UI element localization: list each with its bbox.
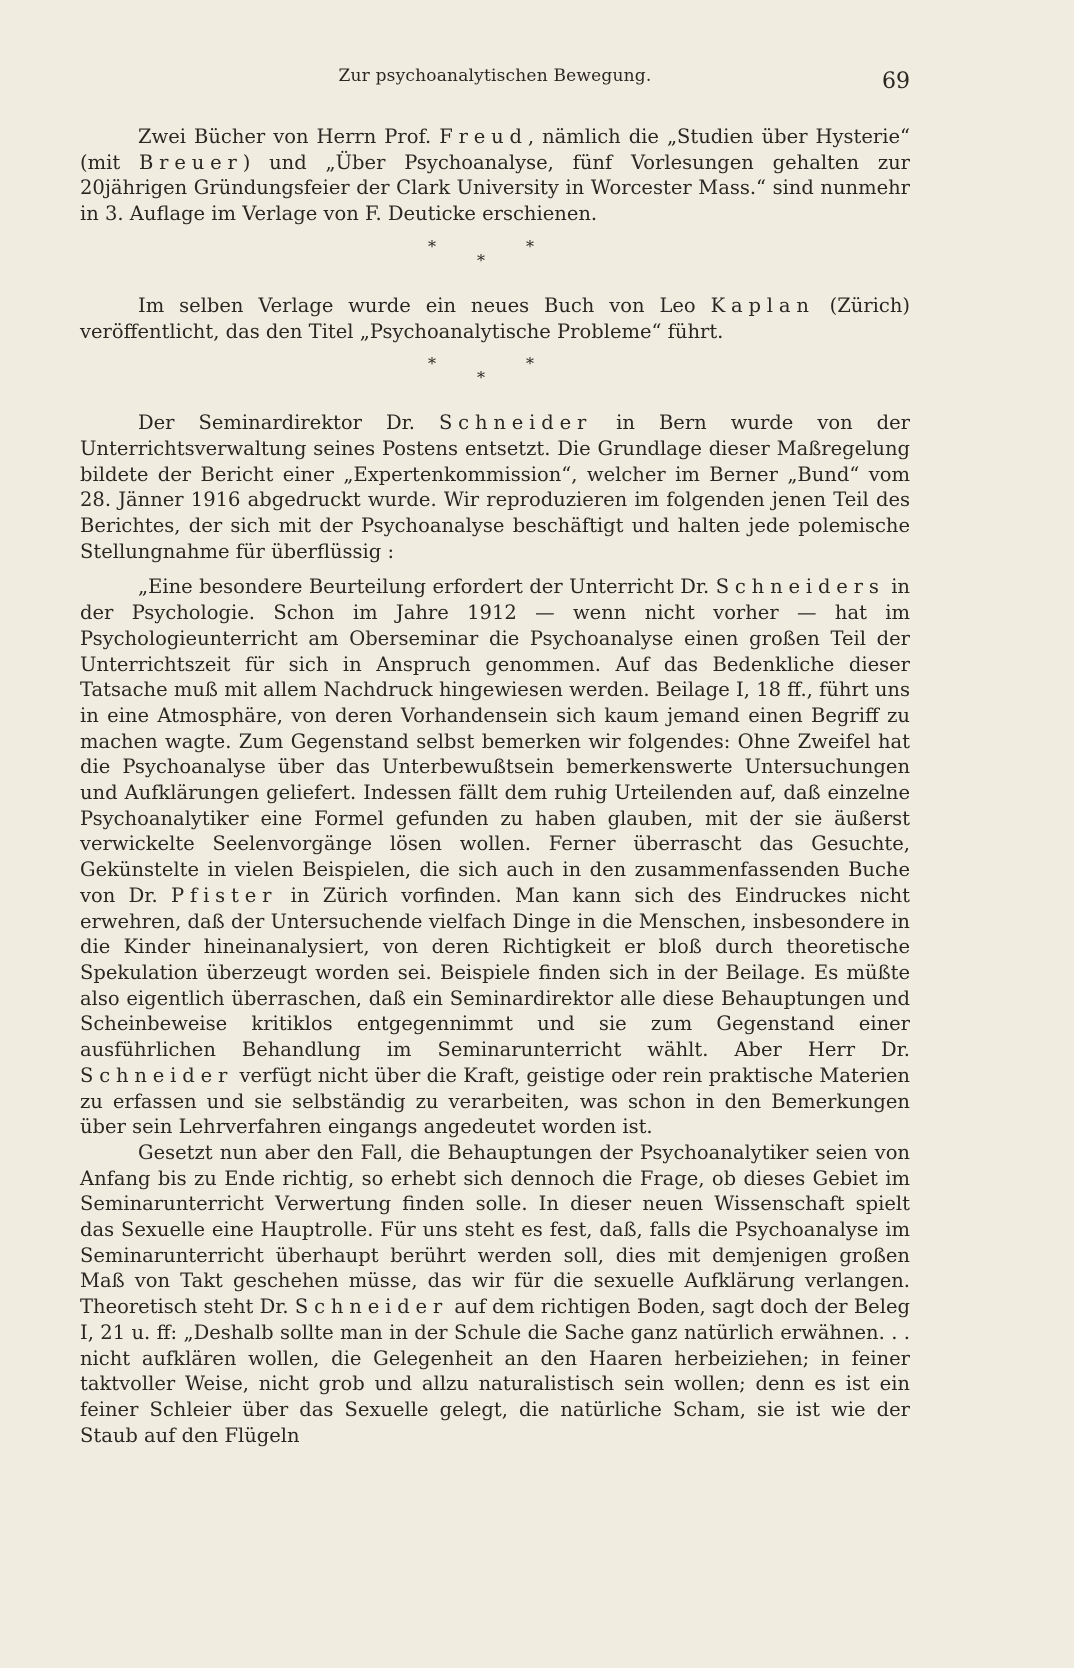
report-quote-paragraph-1: „Eine besondere Beurteilung erfordert der Unterricht Dr. Schneiders in der Psychologie. Schon im Jahre 1912 — wenn nicht vorher — hat im Psychologieunterricht am Oberseminar die Psychoanalyse einen großen Teil der Unterrichtszeit für sich in Anspruch genommen. Auf das Bedenkliche dieser Tatsache muß mit allem Nachdruck hingewiesen werden. Beilage I, 18 ff., führt uns in eine Atmosphäre, von deren Vorhandensein sich kaum jemand einen Begriff zu machen wagte. Zum Gegenstand selbst bemerken wir folgendes: Ohne Zweifel hat die Psychoanalyse über das Unterbewußtsein bemerkenswerte Untersuchungen und Aufklärungen geliefert. Indessen fällt dem ruhig Urteilenden auf, daß einzelne Psychoanalytiker eine Formel gefunden zu haben glauben, mit der sie äußerst verwickelte Seelenvorgänge lösen wollen. Ferner überrascht das Gesuchte, Gekünstelte in vielen Beispielen, die sich auch in den zusammenfassenden Buche von Dr. Pfister in Zürich vorfinden. Man kann sich des Eindruckes nicht erwehren, daß der Untersuchende vielfach Dinge in die Menschen, insbesondere in die Kinder hineinanalysiert, von deren Richtigkeit er bloß durch theoretische Spekulation überzeugt worden sei. Beispiele finden sich in der Beilage. Es müßte also eigentlich überraschen, daß ein Seminardirektor alle diese Behauptungen und Scheinbeweise kritiklos entgegennimmt und sie zum Gegenstand einer ausführlichen Behandlung im Seminarunterricht wählt. Aber Herr Dr. Schneider verfügt nicht über die Kraft, geistige oder rein praktische Materien zu erfassen und sie selbständig zu verarbeiten, was schon in den Bemerkungen über sein Lehrverfahren eingangs angedeutet worden ist. [80,575,910,1139]
author-name: Breuer [138,150,243,174]
person-name: Schneider [80,1063,234,1087]
notice-schneider-dismissal: Der Seminardirektor Dr. Schneider in Bern wurde von der Unterrichtsverwaltung seines Postens entsetzt. Die Grundlage dieser Maßregelung bildete der Bericht einer „Expertenkommission“, welcher im Berner „Bund“ vom 28. Jänner 1916 abgedruckt wurde. Wir reproduzieren im folgenden jenen Teil des Berichtes, der sich mit der Psychoanalyse beschäftigt und halten jede polemische Stellungnahme für überflüssig : [80,411,910,563]
asterisk: * [477,368,485,388]
asterisk: * [428,236,436,256]
asterisk: * [526,236,534,256]
notice-kaplan-book: Im selben Verlage wurde ein neues Buch von Leo Kaplan (Zürich) veröffentlicht, das den Titel „Psychoanalytische Probleme“ führt. [80,293,911,343]
person-name: Pfister [171,883,278,907]
page-body [80,124,910,1448]
person-name: Schneiders [715,575,885,599]
author-name: Kaplan [710,293,815,317]
section-separator [80,236,910,270]
section-separator [80,354,910,388]
notice-freud-books: Zwei Bücher von Herrn Prof. Freud, nämlich die „Studien über Hysterie“ (mit Breuer) und „Über Psychoanalyse, fünf Vorlesungen gehalten zur 20jährigen Gründungsfeier der Clark University in Worcester Mass.“ sind nunmehr in 3. Auflage im Verlage von F. Deuticke erschienen. [80,125,910,226]
person-name: Schneider [294,1295,449,1319]
asterisk: * [526,354,534,374]
person-name: Schneider [438,411,593,435]
asterisk: * [428,354,436,374]
author-name: Freud [439,125,528,148]
report-quote-paragraph-2: Gesetzt nun aber den Fall, die Behauptungen der Psychoanalytiker seien von Anfang bis zu Ende richtig, so erhebt sich dennoch die Frage, ob dieses Gebiet im Seminarunterricht Verwertung finden solle. In dieser neuen Wissenschaft spielt das Sexuelle eine Hauptrolle. Für uns steht es fest, daß, falls die Psychoanalyse im Seminarunterricht überhaupt berührt werden soll, dies mit demjenigen großen Maß von Takt geschehen müsse, das wir für die sexuelle Aufklärung verlangen. Theoretisch steht Dr. Schneider auf dem richtigen Boden, sagt doch der Beleg I, 21 u. ff: „Deshalb sollte man in der Schule die Sache ganz natürlich erwähnen. . . nicht aufklären wollen, die Gelegenheit an den Haaren herbeiziehen; in feiner taktvoller Weise, nicht grob und allzu naturalistisch sein wollen; denn es ist ein feiner Schleier über das Sexuelle gelegt, die natürliche Scham, sie ist wie der Staub auf den Flügeln [80,1140,910,1447]
page-header [80,66,910,96]
running-title: Zur psychoanalytischen Bewegung. [338,66,652,86]
page-number: 69 [882,69,910,94]
asterisk: * [477,250,485,270]
